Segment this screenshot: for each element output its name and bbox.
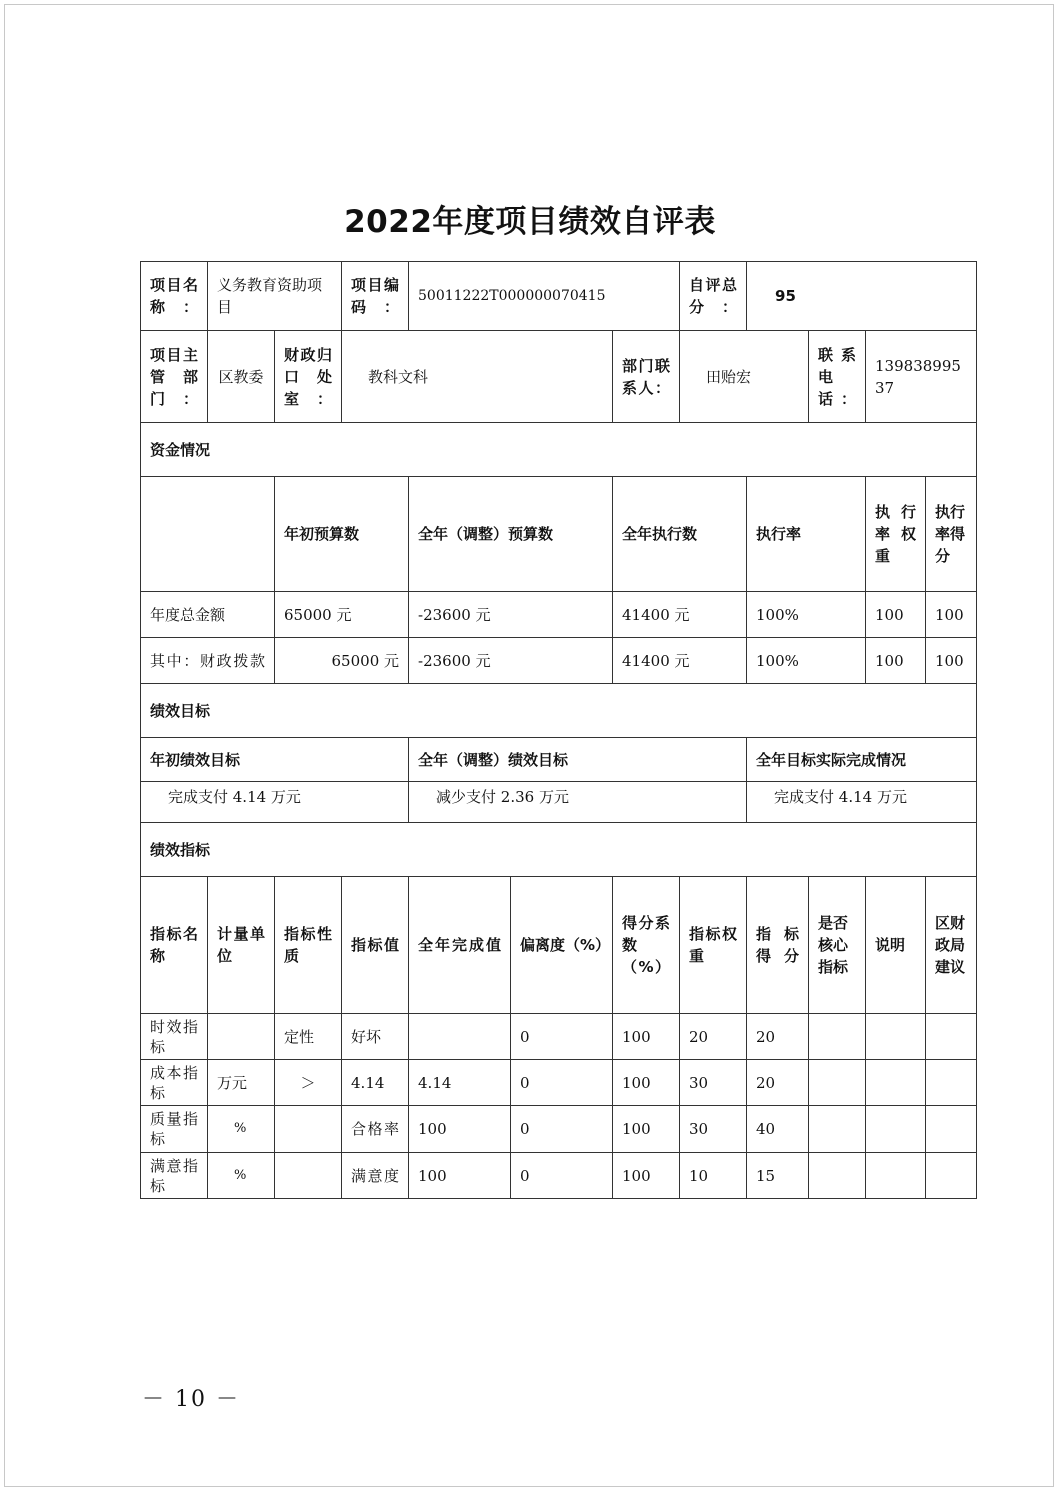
ind-note [866,1106,926,1153]
ind-header-nature: 指标性质 [275,877,342,1014]
finance-value: 教科文科 [342,331,613,423]
ind-suggestion [926,1153,977,1199]
ind-core [809,1014,866,1060]
ind-header-core: 是否核心指标 [809,877,866,1014]
funds-row-weight: 100 [866,592,926,638]
funds-row-score: 100 [926,638,977,684]
indicator-row [141,1060,977,1106]
funds-row [141,592,977,638]
ind-coefficient: 100 [613,1060,680,1106]
indicator-row [141,1014,977,1060]
project-code-value: 50011222T000000070415 [409,262,680,331]
phone-value: 13983899537 [866,331,977,423]
ind-nature: 定性 [275,1014,342,1060]
ind-note [866,1014,926,1060]
finance-label: 财政归口处室： [275,331,342,423]
ind-completed [409,1014,511,1060]
funds-row-adjusted: -23600 元 [409,592,613,638]
indicators-header-row [141,877,977,1014]
ind-core [809,1153,866,1199]
ind-completed: 100 [409,1153,511,1199]
indicator-row [141,1153,977,1199]
ind-coefficient: 100 [613,1153,680,1199]
ind-deviation: 0 [511,1106,613,1153]
performance-table [140,261,977,1199]
goals-value-adjusted: 减少支付 2.36 万元 [409,782,747,823]
ind-nature: ＞ [275,1060,342,1106]
ind-header-score: 指标得分 [747,877,809,1014]
ind-score: 40 [747,1106,809,1153]
funds-row-initial: 65000 元 [275,638,409,684]
ind-name: 满意指标 [141,1153,208,1199]
funds-section-row [141,423,977,477]
self-score-label: 自评总分： [680,262,747,331]
ind-unit [208,1014,275,1060]
dept-value: 区教委 [208,331,275,423]
funds-header-row [141,477,977,592]
ind-score: 20 [747,1014,809,1060]
ind-unit: % [208,1153,275,1199]
goals-header-row [141,738,977,782]
goals-header-adjusted: 全年（调整）绩效目标 [409,738,747,782]
ind-coefficient: 100 [613,1106,680,1153]
funds-header-initial-budget: 年初预算数 [275,477,409,592]
dept-label: 项目主管部门： [141,331,208,423]
ind-value: 满意度 [342,1153,409,1199]
funds-section-title: 资金情况 [141,423,977,477]
ind-note [866,1060,926,1106]
goals-header-initial: 年初绩效目标 [141,738,409,782]
ind-value: 合格率 [342,1106,409,1153]
ind-score: 20 [747,1060,809,1106]
funds-row-weight: 100 [866,638,926,684]
goals-header-actual: 全年目标实际完成情况 [747,738,977,782]
funds-row-score: 100 [926,592,977,638]
goals-section-row [141,684,977,738]
funds-header-exec-rate: 执行率 [747,477,866,592]
ind-header-weight: 指标权重 [680,877,747,1014]
funds-row-rate: 100% [747,638,866,684]
project-name-value: 义务教育资助项目 [208,262,342,331]
ind-nature [275,1153,342,1199]
phone-label: 联系电话： [809,331,866,423]
funds-header-rate-weight: 执行率权重 [866,477,926,592]
ind-value: 好坏 [342,1014,409,1060]
funds-header-executed: 全年执行数 [613,477,747,592]
funds-row-executed: 41400 元 [613,638,747,684]
ind-unit: 万元 [208,1060,275,1106]
goals-section-title: 绩效目标 [141,684,977,738]
funds-row-executed: 41400 元 [613,592,747,638]
ind-note [866,1153,926,1199]
funds-header-empty [141,477,275,592]
ind-weight: 30 [680,1106,747,1153]
ind-value: 4.14 [342,1060,409,1106]
funds-header-rate-score: 执行率得分 [926,477,977,592]
ind-header-coefficient: 得分系数（%） [613,877,680,1014]
funds-row-initial: 65000 元 [275,592,409,638]
ind-header-name: 指标名称 [141,877,208,1014]
funds-row-label: 年度总金额 [141,592,275,638]
project-code-label: 项目编码： [342,262,409,331]
contact-value: 田贻宏 [680,331,809,423]
ind-suggestion [926,1106,977,1153]
ind-name: 时效指标 [141,1014,208,1060]
goals-value-row [141,782,977,823]
ind-header-note: 说明 [866,877,926,1014]
indicators-section-title: 绩效指标 [141,823,977,877]
ind-header-suggestion: 区财政局建议 [926,877,977,1014]
ind-weight: 30 [680,1060,747,1106]
header-row-2 [141,331,977,423]
ind-header-deviation: 偏离度（%） [511,877,613,1014]
funds-row [141,638,977,684]
ind-name: 成本指标 [141,1060,208,1106]
indicators-section-row [141,823,977,877]
ind-core [809,1060,866,1106]
ind-header-value: 指标值 [342,877,409,1014]
project-name-label: 项目名称： [141,262,208,331]
ind-name: 质量指标 [141,1106,208,1153]
ind-suggestion [926,1014,977,1060]
ind-unit: % [208,1106,275,1153]
goals-value-actual: 完成支付 4.14 万元 [747,782,977,823]
ind-completed: 100 [409,1106,511,1153]
ind-suggestion [926,1060,977,1106]
ind-weight: 10 [680,1153,747,1199]
ind-score: 15 [747,1153,809,1199]
page-title: 2022年度项目绩效自评表 [344,204,716,240]
funds-row-rate: 100% [747,592,866,638]
contact-label: 部门联系人： [613,331,680,423]
funds-row-adjusted: -23600 元 [409,638,613,684]
funds-header-adjusted-budget: 全年（调整）预算数 [409,477,613,592]
ind-core [809,1106,866,1153]
ind-completed: 4.14 [409,1060,511,1106]
ind-deviation: 0 [511,1014,613,1060]
ind-weight: 20 [680,1014,747,1060]
ind-deviation: 0 [511,1060,613,1106]
ind-nature [275,1106,342,1153]
goals-value-initial: 完成支付 4.14 万元 [141,782,409,823]
self-score-value: 95 [747,262,977,331]
page-number: － 10 － [142,1387,240,1412]
funds-row-label: 其中：财政拨款 [141,638,275,684]
ind-header-completed: 全年完成值 [409,877,511,1014]
indicator-row [141,1106,977,1153]
ind-header-unit: 计量单位 [208,877,275,1014]
ind-coefficient: 100 [613,1014,680,1060]
header-row-1 [141,262,977,331]
ind-deviation: 0 [511,1153,613,1199]
